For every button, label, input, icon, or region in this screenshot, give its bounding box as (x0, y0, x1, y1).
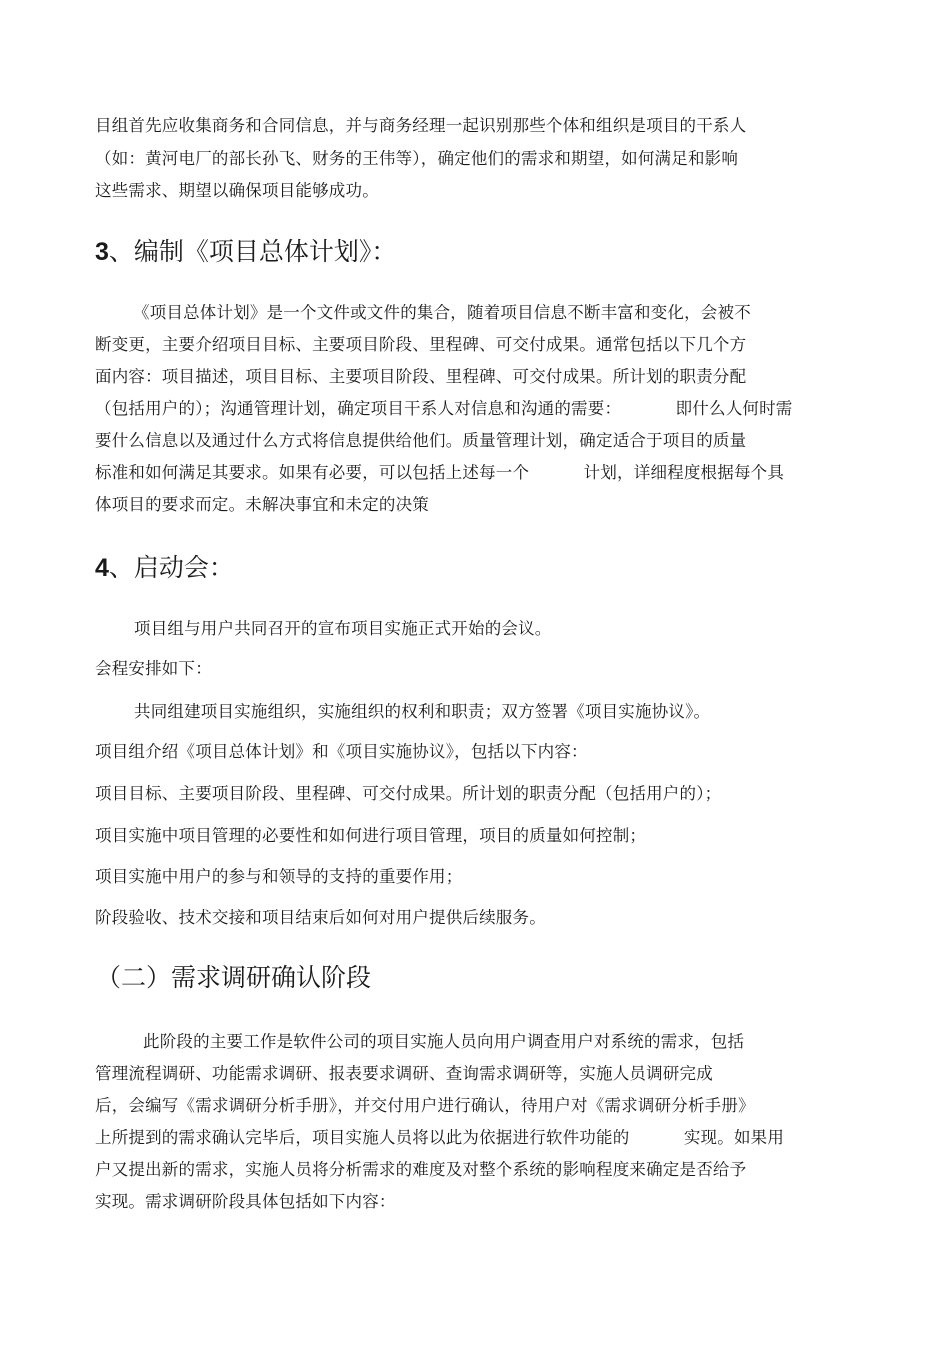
stage-2-line-6: 实现。需求调研阶段具体包括如下内容： (95, 1192, 396, 1211)
stage-2-line-1: 此阶段的主要工作是软件公司的项目实施人员向用户调查用户对系统的需求，包括 (143, 1032, 745, 1051)
section-3-heading (95, 237, 396, 267)
stage-2-line-2: 管理流程调研、功能需求调研、报表要求调研、查询需求调研等，实施人员调研完成 (95, 1064, 713, 1083)
section-4-line-4: 项目组介绍《项目总体计划》和《项目实施协议》，包括以下内容： (95, 742, 588, 761)
section-3-line-3: 面内容：项目描述，项目目标、主要项目阶段、里程碑、可交付成果。所计划的职责分配 (95, 367, 747, 386)
section-3-line-5: 要什么信息以及通过什么方式将信息提供给他们。质量管理计划，确定适合于项目的质量 (95, 431, 747, 450)
intro-line-2: （如：黄河电厂的部长孙飞、财务的王伟等），确定他们的需求和期望，如何满足和影响 (95, 149, 739, 168)
stage-2-line-5: 户又提出新的需求，实施人员将分析需求的难度及对整个系统的影响程度来确定是否给予 (95, 1160, 747, 1179)
section-4-line-7: 项目实施中用户的参与和领导的支持的重要作用； (95, 867, 463, 886)
section-4-title: 、启动会： (108, 553, 234, 582)
section-3-line-7: 体项目的要求而定。未解决事宜和未定的决策 (95, 495, 429, 514)
section-4-line-6: 项目实施中项目管理的必要性和如何进行项目管理，项目的质量如何控制； (95, 826, 647, 845)
section-4-line-3: 共同组建项目实施组织，实施组织的权利和职责；双方签署《项目实施协议》。 (134, 702, 711, 721)
section-4-line-5: 项目目标、主要项目阶段、里程碑、可交付成果。所计划的职责分配（包括用户的）； (95, 784, 722, 803)
section-4-line-2: 会程安排如下： (95, 659, 212, 678)
intro-line-3: 这些需求、期望以确保项目能够成功。 (95, 181, 379, 200)
section-4-line-1: 项目组与用户共同召开的宣布项目实施正式开始的会议。 (134, 619, 552, 638)
section-4-number: 4 (95, 554, 109, 582)
section-3-line-2: 断变更，主要介绍项目目标、主要项目阶段、里程碑、可交付成果。通常包括以下几个方 (95, 335, 747, 354)
stage-2-heading: （二）需求调研确认阶段 (96, 963, 372, 992)
section-3-line-6: 标准和如何满足其要求。如果有必要，可以包括上述每一个 计划，详细程度根据每个具 (95, 463, 785, 482)
section-3-line-1: 《项目总体计划》是一个文件或文件的集合，随着项目信息不断丰富和变化，会被不 (133, 303, 751, 322)
stage-2-line-3: 后，会编写《需求调研分析手册》，并交付用户进行确认，待用户对《需求调研分析手册》 (95, 1096, 755, 1115)
section-3-title: 、编制《项目总体计划》： (108, 237, 397, 266)
stage-2-line-4: 上所提到的需求确认完毕后，项目实施人员将以此为依据进行软件功能的 实现。如果用 (95, 1128, 785, 1147)
section-4-line-8: 阶段验收、技术交接和项目结束后如何对用户提供后续服务。 (95, 908, 546, 927)
intro-line-1: 目组首先应收集商务和合同信息，并与商务经理一起识别那些个体和组织是项目的干系人 (95, 116, 747, 135)
section-3-number: 3 (95, 238, 109, 266)
section-3-line-4: （包括用户的）；沟通管理计划，确定项目干系人对信息和沟通的需要： 即什么人何时需 (95, 399, 793, 418)
section-4-heading (95, 553, 234, 583)
